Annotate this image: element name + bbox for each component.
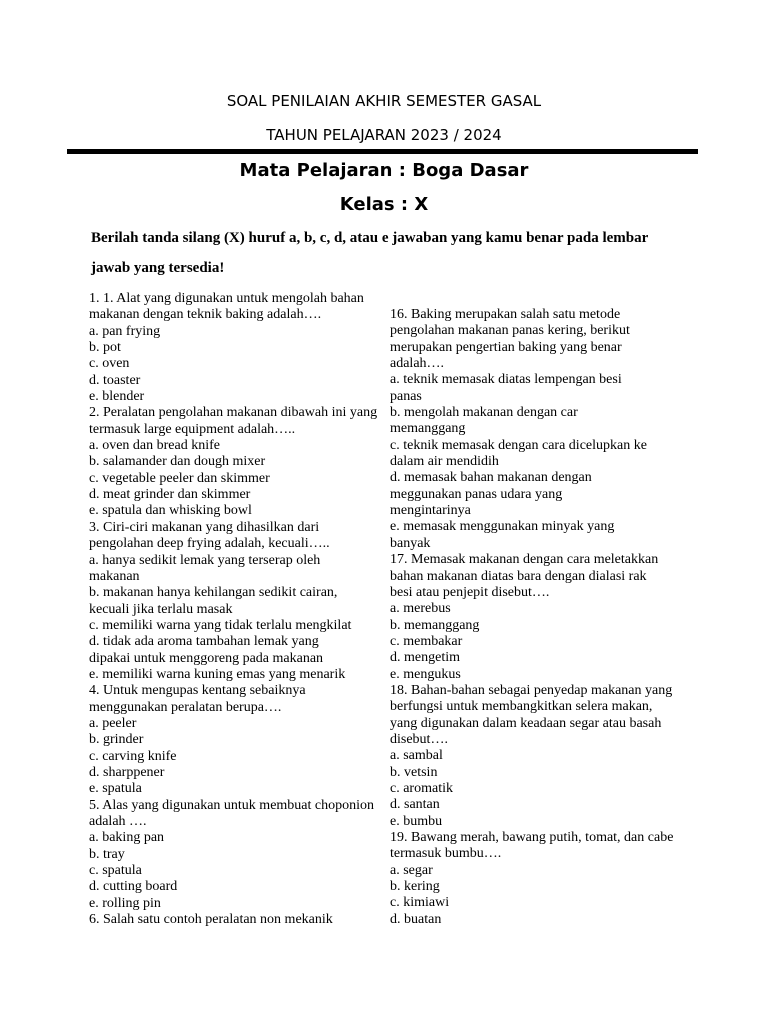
question-text-line: c. vegetable peeler dan skimmer <box>89 470 270 486</box>
question-text-line: a. oven dan bread knife <box>89 438 220 454</box>
question-text-line: b. pot <box>89 340 121 356</box>
question-text-line: meggunakan panas udara yang <box>390 486 563 502</box>
question-text-line: e. blender <box>89 389 145 405</box>
question-text-line: e. memiliki warna kuning emas yang menarik <box>89 666 346 682</box>
question-text-line: disebut…. <box>390 731 448 747</box>
question-text-line: makanan dengan teknik baking adalah…. <box>89 307 322 323</box>
question-text-line: pengolahan makanan panas kering, berikut <box>390 323 630 339</box>
question-text-line: c. spatula <box>89 863 142 879</box>
academic-year: TAHUN PELAJARAN 2023 / 2024 <box>266 126 502 144</box>
question-text-line: e. rolling pin <box>89 895 161 911</box>
question-text-line: 3. Ciri-ciri makanan yang dihasilkan dari <box>89 519 320 535</box>
question-text-line: c. kimiawi <box>390 895 450 911</box>
question-text-line: merupakan pengertian baking yang benar <box>390 339 622 355</box>
questions-right-column <box>390 307 673 928</box>
question-text-line: e. spatula <box>89 781 142 797</box>
question-text-line: d. sharppener <box>89 764 165 780</box>
question-text-line: 19. Bawang merah, bawang putih, tomat, dan cabe <box>390 830 674 845</box>
question-text-line: dalam air mendidih <box>390 454 499 470</box>
question-text-line: b. grinder <box>89 732 144 748</box>
question-text-line: panas <box>390 388 422 404</box>
question-text-line: a. peeler <box>89 715 137 731</box>
question-text-line: 18. Bahan-bahan sebagai penyedap makanan yang <box>390 682 673 698</box>
question-text-line: d. tidak ada aroma tambahan lemak yang <box>89 634 319 650</box>
question-text-line: b. kering <box>390 879 440 895</box>
question-text-line: e. spatula dan whisking bowl <box>89 503 252 519</box>
question-text-line: kecuali jika terlalu masak <box>89 601 233 617</box>
class-title: Kelas : X <box>339 194 429 215</box>
question-text-line: pengolahan deep frying adalah, kecuali….. <box>89 536 330 552</box>
question-text-line: c. teknik memasak dengan cara dicelupkan ke <box>390 437 647 453</box>
question-text-line: a. sambal <box>390 748 443 764</box>
instruction-line-2: jawab yang tersedia! <box>91 260 225 276</box>
header-divider <box>67 149 698 154</box>
question-text-line: a. baking pan <box>89 830 165 846</box>
question-text-line: c. aromatik <box>390 780 453 796</box>
question-text-line: b. memanggang <box>390 617 480 633</box>
question-text-line: besi atau penjepit disebut…. <box>390 584 550 600</box>
question-text-line: mengintarinya <box>390 503 471 519</box>
question-text-line: adalah…. <box>390 356 445 372</box>
question-text-line: adalah …. <box>89 814 147 829</box>
question-text-line: memanggang <box>390 421 466 437</box>
question-text-line: c. oven <box>89 356 130 372</box>
question-text-line: b. makanan hanya kehilangan sedikit cairan, <box>89 585 338 601</box>
question-text-line: c. carving knife <box>89 748 177 764</box>
question-text-line: menggunakan peralatan berupa…. <box>89 699 282 715</box>
question-text-line: yang digunakan dalam keadaan segar atau basah <box>390 715 662 731</box>
question-text-line: c. memiliki warna yang tidak terlalu mengkilat <box>89 617 352 633</box>
question-text-line: a. pan frying <box>89 323 161 339</box>
subject-title: Mata Pelajaran : Boga Dasar <box>239 160 529 181</box>
question-text-line: 17. Memasak makanan dengan cara meletakkan <box>390 552 659 568</box>
instruction-line-1: Berilah tanda silang (X) huruf a, b, c, d, atau e jawaban yang kamu benar pada lembar <box>91 230 649 246</box>
question-text-line: d. santan <box>390 797 440 813</box>
question-text-line: dipakai untuk menggoreng pada makanan <box>89 650 324 666</box>
question-text-line: termasuk bumbu…. <box>390 846 502 862</box>
question-text-line: berfungsi untuk membangkitkan selera makan, <box>390 699 653 715</box>
question-text-line: b. tray <box>89 846 125 862</box>
exam-title: SOAL PENILAIAN AKHIR SEMESTER GASAL <box>226 92 542 110</box>
question-text-line: a. teknik memasak diatas lempengan besi <box>390 372 622 388</box>
question-text-line: b. vetsin <box>390 764 438 780</box>
questions-left-column <box>89 291 377 928</box>
question-text-line: a. hanya sedikit lemak yang terserap oleh <box>89 552 321 568</box>
question-text-line: 16. Baking merupakan salah satu metode <box>390 307 621 322</box>
question-text-line: b. salamander dan dough mixer <box>89 454 266 470</box>
question-text-line: 4. Untuk mengupas kentang sebaiknya <box>89 683 306 699</box>
question-text-line: d. mengetim <box>390 650 460 666</box>
question-text-line: a. merebus <box>390 601 451 617</box>
question-text-line: e. mengukus <box>390 666 461 682</box>
question-text-line: makanan <box>89 568 140 584</box>
question-text-line: e. bumbu <box>390 813 443 829</box>
question-text-line: banyak <box>390 535 431 551</box>
question-text-line: d. meat grinder dan skimmer <box>89 487 251 503</box>
question-text-line: 2. Peralatan pengolahan makanan dibawah ini yang <box>89 405 378 421</box>
question-text-line: 1. 1. Alat yang digunakan untuk mengolah bahan <box>89 291 364 306</box>
question-text-line: d. buatan <box>390 911 442 927</box>
question-text-line: d. memasak bahan makanan dengan <box>390 470 592 486</box>
question-text-line: e. memasak menggunakan minyak yang <box>390 519 615 535</box>
question-text-line: c. membakar <box>390 633 463 649</box>
question-text-line: bahan makanan diatas bara dengan dialasi rak <box>390 568 647 584</box>
question-text-line: d. toaster <box>89 372 141 388</box>
question-text-line: d. cutting board <box>89 879 178 895</box>
question-text-line: 6. Salah satu contoh peralatan non mekanik <box>89 912 333 928</box>
question-text-line: a. segar <box>390 862 433 878</box>
question-text-line: termasuk large equipment adalah….. <box>89 421 296 437</box>
question-text-line: b. mengolah makanan dengan car <box>390 405 578 421</box>
question-text-line: 5. Alas yang digunakan untuk membuat choponion <box>89 797 375 813</box>
